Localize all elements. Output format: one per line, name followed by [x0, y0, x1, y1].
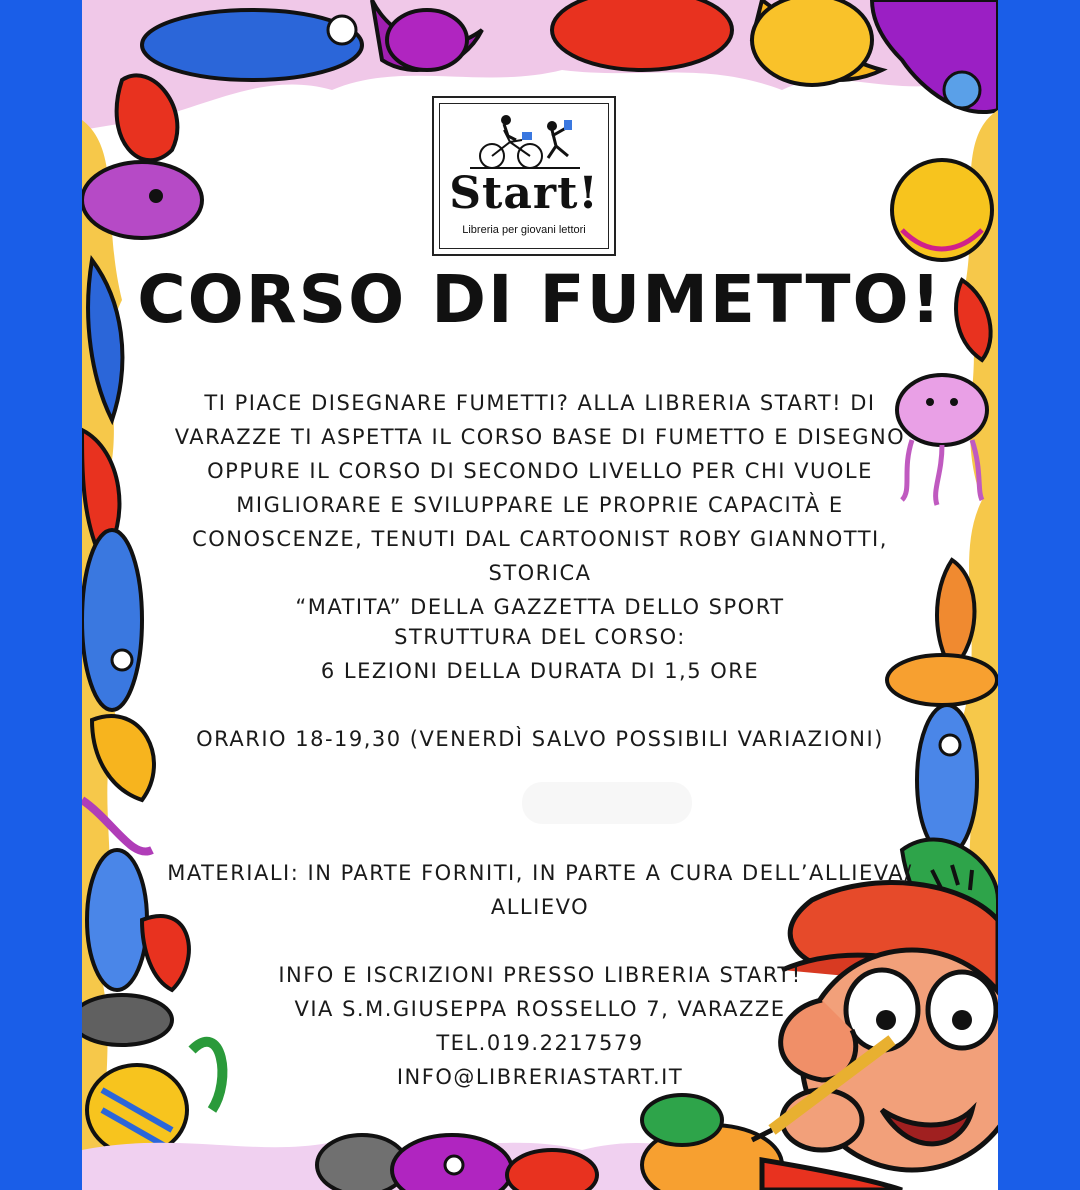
contact-phone: TEL.019.2217579 [436, 1031, 644, 1055]
intro-line: MIGLIORARE E SVILUPPARE LE PROPRIE CAPACITÀ E [236, 493, 844, 517]
logo-tagline: Libreria per giovani lettori [462, 224, 586, 236]
structure-detail: 6 LEZIONI DELLA DURATA DI 1,5 ORE [320, 659, 760, 683]
cyclist-reader-logo-icon [470, 112, 580, 172]
start-logo [432, 96, 616, 256]
intro-line: CONOSCENZE, TENUTI DAL CARTOONIST ROBY GIANNOTTI, STORICA [192, 527, 888, 585]
materials [140, 856, 940, 924]
materials-line: ALLIEVO [490, 895, 590, 919]
schedule: ORARIO 18-19,30 (VENERDÌ SALVO POSSIBILI VARIAZIONI) [196, 727, 884, 751]
structure-heading: STRUTTURA DEL CORSO: [394, 625, 686, 649]
faint-smudge [522, 782, 692, 824]
contact-info [140, 958, 940, 1094]
intro-line: OPPURE IL CORSO DI SECONDO LIVELLO PER CHI VUOLE [207, 459, 873, 483]
intro-paragraph [140, 386, 940, 624]
course-structure [140, 620, 940, 688]
contact-address: VIA S.M.GIUSEPPA ROSSELLO 7, VARAZZE [294, 997, 786, 1021]
materials-line: MATERIALI: IN PARTE FORNITI, IN PARTE A CURA DELL’ALLIEVA/ [167, 861, 913, 885]
intro-line: VARAZZE TI ASPETTA IL CORSO BASE DI FUMETTO E DISEGNO [174, 425, 906, 449]
contact-line: INFO E ISCRIZIONI PRESSO LIBRERIA START! [278, 963, 802, 987]
contact-email: INFO@LIBRERIASTART.IT [396, 1065, 684, 1089]
logo-name: Start! [449, 168, 599, 219]
intro-line: “MATITA” DELLA GAZZETTA DELLO SPORT [295, 595, 785, 619]
page-title: CORSO DI FUMETTO! [137, 261, 943, 338]
intro-line: TI PIACE DISEGNARE FUMETTI? ALLA LIBRERIA START! DI [204, 391, 876, 415]
